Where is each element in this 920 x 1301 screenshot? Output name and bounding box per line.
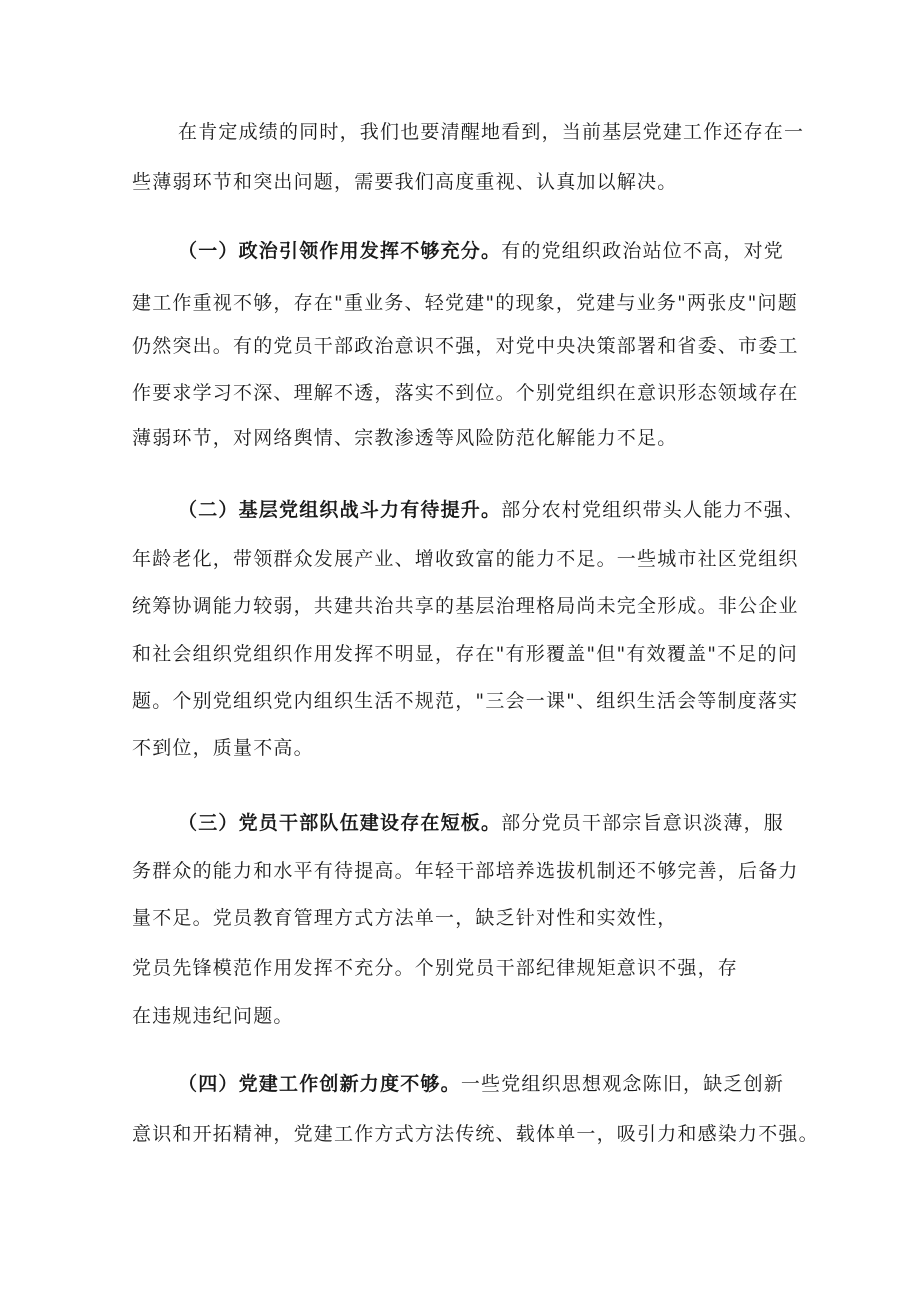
section-3-text: 部分党员干部宗旨意识淡薄，服 [501,812,785,834]
section-1-line-4: 作要求学习不深、理解不透，落实不到位。个别党组织在意识形态领域存在 [132,382,799,404]
intro-line-2: 些薄弱环节和突出问题，需要我们高度重视、认真加以解决。 [132,171,678,193]
section-2-line-2: 年龄老化，带领群众发展产业、增收致富的能力不足。一些城市社区党组织 [132,548,799,570]
section-4-line-2: 意识和开拓精神，党建工作方式方法传统、载体单一，吸引力和感染力不强。 [132,1123,819,1145]
section-4-text: 一些党组织思想观念陈旧，缺乏创新 [460,1073,785,1095]
section-2-line-6: 不到位，质量不高。 [132,737,314,759]
section-4-heading: （四）党建工作创新力度不够。 [178,1073,461,1095]
section-1-first-line [178,238,784,264]
section-4-first-line [178,1071,784,1097]
section-1-text: 有的党组织政治站位不高，对党 [501,240,785,262]
section-2-heading: （二）基层党组织战斗力有待提升。 [178,499,502,521]
section-3-line-5: 在违规违纪问题。 [132,1005,294,1027]
section-3-line-4: 党员先锋模范作用发挥不充分。个别党员干部纪律规矩意识不强，存 [132,957,739,979]
intro-line-1: 在肯定成绩的同时，我们也要清醒地看到，当前基层党建工作还存在一 [178,121,805,143]
section-1-heading: （一）政治引领作用发挥不够充分。 [178,240,502,262]
section-1-line-5: 薄弱环节，对网络舆情、宗教渗透等风险防范化解能力不足。 [132,427,678,449]
section-3-line-3: 量不足。党员教育管理方式方法单一，缺乏针对性和实效性， [132,907,678,929]
section-3-heading: （三）党员干部队伍建设存在短板。 [178,812,502,834]
section-2-line-5: 题。个别党组织党内组织生活不规范，"三会一课"、组织生活会等制度落实 [132,690,799,712]
section-2-first-line [178,497,804,523]
section-2-line-4: 和社会组织党组织作用发挥不明显，存在"有形覆盖"但"有效覆盖"不足的问 [132,643,798,665]
section-1-line-2: 建工作重视不够，存在"重业务、轻党建"的现象，党建与业务"两张皮"问题 [132,292,798,314]
section-2-text: 部分农村党组织带头人能力不强、 [501,499,805,521]
section-2-line-3: 统筹协调能力较弱，共建共治共享的基层治理格局尚未完全形成。非公企业 [132,595,799,617]
section-1-line-3: 仍然突出。有的党员干部政治意识不强，对党中央决策部署和省委、市委工 [132,335,799,357]
section-3-line-2: 务群众的能力和水平有待提高。年轻干部培养选拔机制还不够完善，后备力 [132,860,799,882]
section-3-first-line [178,810,784,836]
